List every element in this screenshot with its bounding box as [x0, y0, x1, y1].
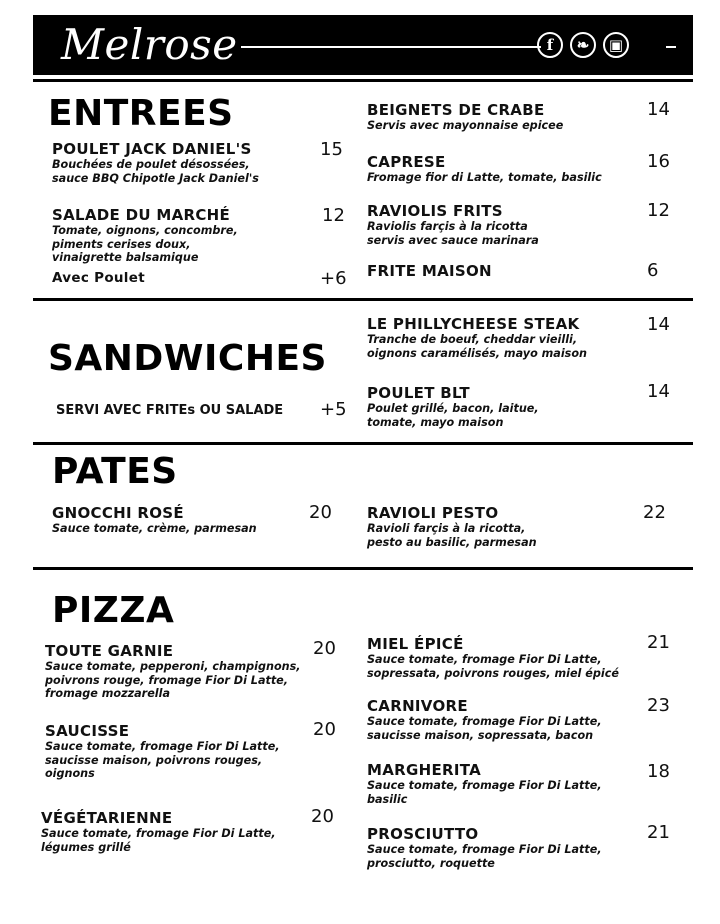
- menu-item: [367, 316, 587, 360]
- item-description: Fromage fior di Latte, tomate, basilic: [367, 171, 602, 184]
- item-name: PROSCIUTTO: [367, 825, 479, 843]
- item-description: Tranche de boeuf, cheddar vieilli, oignons caramélisés, mayo maison: [367, 333, 587, 360]
- menu-item: [367, 385, 539, 429]
- item-description: Sauce tomate, fromage Fior Di Latte, légumes grillé: [41, 827, 276, 854]
- item-description: Ravioli farçis à la ricotta, pesto au basilic, parmesan: [367, 522, 537, 549]
- section-title-pates: PATES: [52, 451, 178, 492]
- item-name: POULET JACK DANIEL'S: [52, 140, 252, 158]
- item-price: +6: [320, 268, 347, 289]
- logo: Melrose: [61, 20, 238, 69]
- menu-item: [45, 643, 301, 701]
- item-price: 16: [647, 151, 670, 172]
- item-name: CARNIVORE: [367, 697, 468, 715]
- item-name: SALADE DU MARCHÉ: [52, 206, 231, 224]
- menu-item: [367, 698, 602, 742]
- item-name: MARGHERITA: [367, 761, 482, 779]
- item-price: 14: [647, 99, 670, 120]
- item-description: Tomate, oignons, concombre, piments cerises doux, vinaigrette balsamique: [52, 224, 238, 264]
- menu-item: [52, 141, 259, 185]
- item-description: Servis avec mayonnaise epicee: [367, 119, 564, 132]
- menu-item: [367, 263, 492, 280]
- item-description: Bouchées de poulet désossées, sauce BBQ Chipotle Jack Daniel's: [52, 158, 259, 185]
- facebook-icon[interactable]: f: [537, 32, 563, 58]
- twitter-icon[interactable]: ❧: [570, 32, 596, 58]
- menu-item: [45, 723, 280, 781]
- item-option: Avec Poulet: [52, 270, 145, 286]
- item-price: 21: [647, 822, 670, 843]
- header-divider-line-end: [666, 46, 676, 48]
- item-description: Sauce tomate, fromage Fior Di Latte, basilic: [367, 779, 602, 806]
- item-description: Sauce tomate, fromage Fior Di Latte, prosciutto, roquette: [367, 843, 602, 870]
- item-name: BEIGNETS DE CRABE: [367, 101, 545, 119]
- item-price: 20: [313, 638, 336, 659]
- item-name: TOUTE GARNIE: [45, 642, 174, 660]
- header-divider-line: [241, 46, 541, 48]
- item-price: 18: [647, 761, 670, 782]
- item-name: RAVIOLIS FRITS: [367, 202, 503, 220]
- item-description: Sauce tomate, crème, parmesan: [52, 522, 257, 535]
- item-description: Sauce tomate, fromage Fior Di Latte, saucisse maison, poivrons rouges, oignons: [45, 740, 280, 780]
- item-description: Sauce tomate, fromage Fior Di Latte, sopressata, poivrons rouges, miel épicé: [367, 653, 619, 680]
- menu-item: [367, 636, 619, 680]
- item-description: Sauce tomate, pepperoni, champignons, poivrons rouge, fromage Fior Di Latte, fromage mozzarella: [45, 660, 301, 700]
- menu-item: [367, 154, 602, 185]
- menu-item: [41, 810, 276, 854]
- item-description: Poulet grillé, bacon, laitue, tomate, mayo maison: [367, 402, 539, 429]
- instagram-icon[interactable]: ▣: [603, 32, 629, 58]
- item-description: Sauce tomate, fromage Fior Di Latte, saucisse maison, sopressata, bacon: [367, 715, 602, 742]
- item-price: 22: [643, 502, 666, 523]
- menu-item: [367, 102, 563, 133]
- section-divider: [33, 442, 693, 445]
- item-name: GNOCCHI ROSÉ: [52, 504, 184, 522]
- item-price: 21: [647, 632, 670, 653]
- item-price: 20: [309, 502, 332, 523]
- menu-item: [367, 762, 602, 806]
- item-price: 20: [311, 806, 334, 827]
- menu-item: [52, 207, 238, 265]
- item-price: 15: [320, 139, 343, 160]
- item-price: 14: [647, 314, 670, 335]
- sandwich-side-note: SERVI AVEC FRITEs OU SALADE: [56, 403, 284, 418]
- section-divider: [33, 79, 693, 82]
- section-divider: [33, 567, 693, 570]
- item-name: VÉGÉTARIENNE: [41, 809, 173, 827]
- header-banner: [33, 15, 693, 75]
- item-price: 23: [647, 695, 670, 716]
- item-name: POULET BLT: [367, 384, 470, 402]
- item-name: RAVIOLI PESTO: [367, 504, 499, 522]
- section-title-entrees: ENTREES: [48, 93, 234, 134]
- item-name: FRITE MAISON: [367, 262, 492, 280]
- section-title-pizza: PIZZA: [52, 590, 175, 631]
- item-price: 12: [322, 205, 345, 226]
- item-price: 14: [647, 381, 670, 402]
- section-title-sandwiches: SANDWICHES: [48, 338, 327, 379]
- item-name: MIEL ÉPICÉ: [367, 635, 464, 653]
- menu-item: [367, 505, 537, 549]
- item-price: 12: [647, 200, 670, 221]
- section-divider: [33, 298, 693, 301]
- menu-item: [367, 826, 602, 870]
- item-description: Raviolis farçis à la ricotta servis avec sauce marinara: [367, 220, 539, 247]
- item-name: CAPRESE: [367, 153, 446, 171]
- item-price: 6: [647, 260, 659, 281]
- item-price: +5: [320, 399, 347, 420]
- menu-item: [367, 203, 539, 247]
- item-price: 20: [313, 719, 336, 740]
- item-name: LE PHILLYCHEESE STEAK: [367, 315, 580, 333]
- menu-item: [52, 505, 257, 536]
- item-name: SAUCISSE: [45, 722, 130, 740]
